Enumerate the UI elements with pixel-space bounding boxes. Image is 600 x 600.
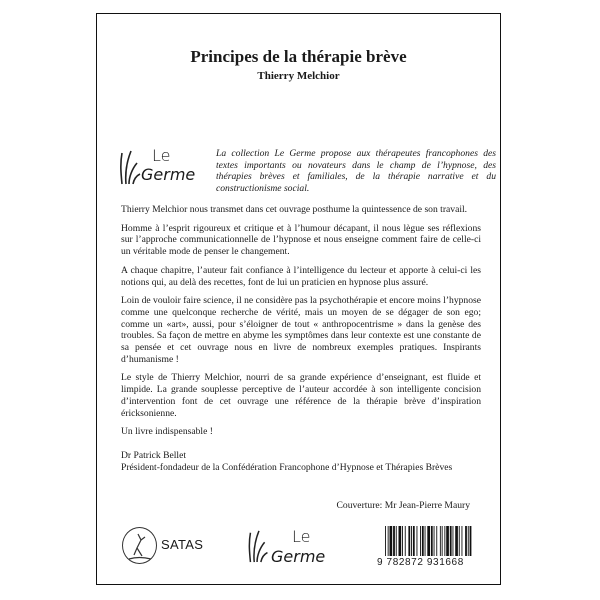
blurb-paragraph: Loin de vouloir faire science, il ne considère pas la psychothérapie et encore moins l’hypnose comme une quelconque recherche de vérité, mais un moyen de se dégager de son ego; comme un «art», aussi, pour s’éloigner de tout « anthropocentrisme » dans la genèse des troubles. Sa façon de mettre en abyme les symptômes dans leur contexte est une constante de sa pensée et cet ouvrage nous en livre de nombreux exemples pratiques. Inspirants d’humanisme ! [121, 295, 481, 365]
blurb-paragraph: Un livre indispensable ! [121, 426, 213, 438]
signature-name: Dr Patrick Bellet [121, 449, 187, 461]
signature-role: Président-fondadeur de la Confédération Francophone d’Hypnose et Thérapies Brèves [121, 461, 453, 473]
barcode-bar [408, 526, 410, 556]
barcode-bar [431, 526, 433, 556]
barcode-bar [453, 526, 454, 556]
blurb-paragraph: Thierry Melchior nous transmet dans cet ouvrage posthume la quintessence de son travail. [121, 204, 468, 215]
barcode [385, 526, 473, 556]
barcode-bar [399, 526, 402, 556]
barcode-bar [442, 526, 443, 556]
barcode-bar [446, 526, 449, 556]
barcode-bar [413, 526, 415, 556]
signature [121, 450, 481, 473]
barcode-bar [425, 526, 426, 556]
barcode-bar [465, 526, 467, 556]
book-author: Thierry Melchior [257, 70, 340, 82]
barcode-bar [470, 526, 472, 556]
barcode-bar [436, 526, 437, 556]
blurb-paragraph: Homme à l’esprit rigoureux et critique et à l’humour décapant, il nous lègue ses réflexions sur l’approche communicationnelle de l’hypnose et nous enseigne comment faire de celle-ci un véritable mode de penser le changement. [121, 222, 481, 258]
barcode-bar [402, 526, 403, 556]
barcode-bar [420, 526, 421, 556]
grass-icon [247, 529, 269, 563]
le-germe-logo: Le Germe [119, 147, 214, 187]
isbn-number: 9 782872 931668 [377, 557, 464, 568]
book-back-cover: Principes de la thérapie brève Thierry Melchior Le Germe La collection Le Germe propose aux thérapeutes francophones des textes importants ou novateurs dans le champ de l’hypnose, des thérapies brèves et familiales, de la thérapie narrative et du constructionisme social. Thierry Melchior nous transmet dans cet ouvrage posthume la quintessence de son travail. Homme à l’esprit rigoureux et critique et à l’humour décapant, il nous lègue ses réflexions sur l’approche communicationnelle de l’hypnose et nous enseigne comment faire de celle-ci un véritable mode de penser le changement. A chaque chapitre, l’auteur fait confiance à l’intelligence du lecteur et apporte à celui-ci les notions qui, au delà des recettes, font de lui un praticien en hypnose plus assuré. Loin de vouloir faire science, il ne considère pas la psychothérapie et encore moins l’hypnose comme une quelconque recherche de vérité, mais un moyen de se dégager de son ego; comme un «art», aussi, pour s’éloigner de tout « anthropocentrisme » dans la genèse des troubles. Sa façon de mettre en abyme les symptômes dans leur contexte est une constante de sa pensée et cet ouvrage nous en livre de nombreux exemples pratiques. Inspirants d’humanisme ! Le style de Thierry Melchior, nourri de sa grande expérience d’enseignant, est fluide et limpide. La grande souplesse perceptive de l’auteur accordée à son intelligente concision d’intervention font de cet ouvrage une référence de la thérapie brève d’inspiration éricksonienne. Un livre indispensable ! Dr Patrick Bellet Président-fondadeur de la Confédération Francophone d’Hypnose et Thérapies Brèves Couverture: Mr Jean-Pierre Maury SATAS Le Germe 9 782872 931668 [96, 13, 501, 585]
barcode-bar [450, 526, 452, 556]
barcode-bar [444, 526, 445, 556]
grass-icon [119, 149, 141, 185]
barcode-bar [388, 526, 389, 556]
barcode-bar [434, 526, 435, 556]
barcode-bar [468, 526, 469, 556]
barcode-bar [440, 526, 441, 556]
cover-credit: Couverture: Mr Jean-Pierre Maury [336, 500, 470, 511]
blurb-paragraph: A chaque chapitre, l’auteur fait confiance à l’intelligence du lecteur et apporte à celui-ci les notions qui, au delà des recettes, font de lui un praticien en hypnose plus assuré. [121, 264, 481, 288]
dancer-icon [122, 527, 157, 564]
barcode-bar [422, 526, 424, 556]
barcode-bar [427, 526, 430, 556]
barcode-bar [459, 526, 460, 556]
barcode-bar [385, 526, 386, 556]
barcode-bar [462, 526, 463, 556]
book-title: Principes de la thérapie brève [190, 47, 407, 66]
collection-description: La collection Le Germe propose aux thérapeutes francophones des textes importants ou novateurs dans le champ de l’hypnose, des thérapies brèves et familiales, de la thérapie narrative et du constructionisme social. [216, 148, 496, 194]
blurb [121, 204, 481, 480]
barcode-bar [390, 526, 393, 556]
barcode-bar [393, 526, 395, 556]
barcode-bar [455, 526, 458, 556]
barcode-bar [417, 526, 418, 556]
le-germe-logo-bottom: Le Germe [247, 527, 337, 567]
barcode-bar [411, 526, 412, 556]
blurb-paragraph: Le style de Thierry Melchior, nourri de sa grande expérience d’enseignant, est fluide et limpide. La grande souplesse perceptive de l’auteur accordée à son intelligente concision d’intervention font de cet ouvrage une référence de la thérapie brève d’inspiration éricksonienne. [121, 372, 481, 419]
barcode-bar [396, 526, 397, 556]
barcode-bar [405, 526, 406, 556]
